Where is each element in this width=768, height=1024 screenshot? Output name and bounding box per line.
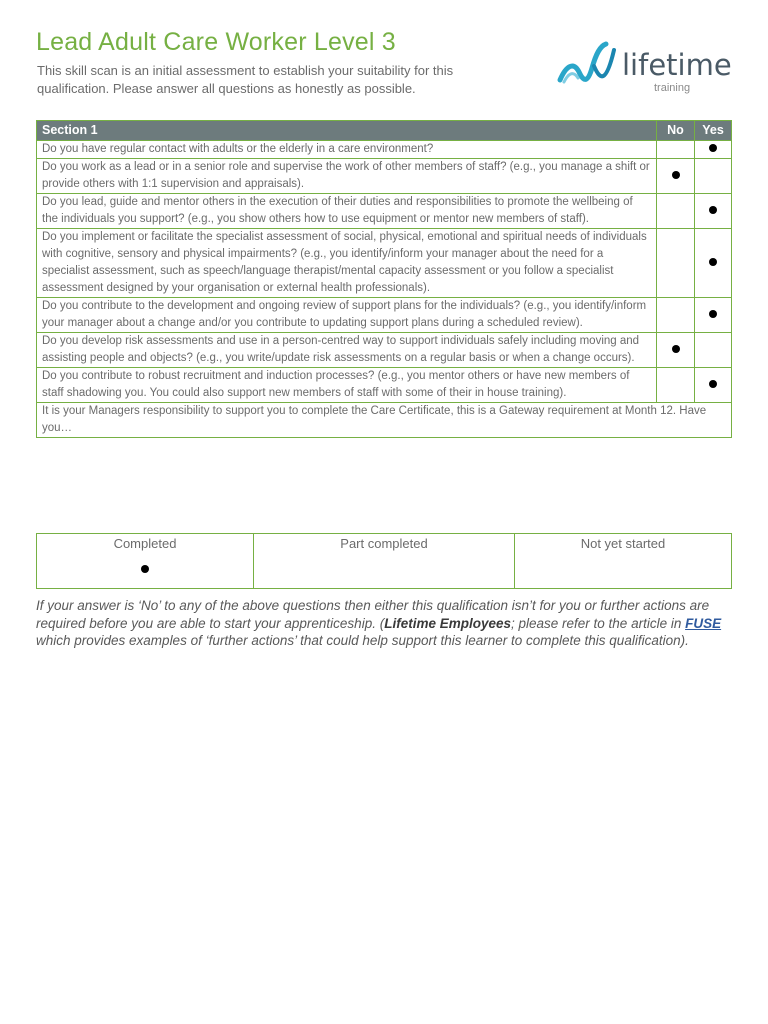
certificate-prompt: It is your Managers responsibility to support you to complete the Care Certificate, this is a Gateway requirement at Month 12. Have you… xyxy=(37,403,732,438)
answer-yes-cell[interactable] xyxy=(695,368,732,403)
skill-scan-table xyxy=(36,120,732,438)
answer-dot-icon xyxy=(709,310,717,318)
no-column-header: No xyxy=(657,121,695,141)
logo-sub-text: training xyxy=(654,82,691,94)
lifetime-training-logo xyxy=(556,36,732,98)
answer-yes-cell[interactable] xyxy=(695,229,732,298)
answer-no-cell[interactable] xyxy=(657,229,695,298)
answer-no-cell[interactable] xyxy=(657,159,695,194)
question-row xyxy=(37,229,732,298)
answer-no-cell[interactable] xyxy=(657,368,695,403)
answer-no-cell[interactable] xyxy=(657,194,695,229)
answer-yes-cell[interactable] xyxy=(695,333,732,368)
question-text: Do you develop risk assessments and use in a person-centred way to support individuals safely including moving and assisting people and objects? (e.g., you write/update risk assessments on a regular basis or when a change occurs). xyxy=(37,333,657,368)
answer-no-cell[interactable] xyxy=(657,298,695,333)
option-label: Not yet started xyxy=(580,536,666,551)
wave-logo-icon xyxy=(556,40,626,90)
note-part3: which provides examples of ‘further actions’ that could help support this learner to complete this qualification). xyxy=(36,633,689,648)
answer-no-cell[interactable] xyxy=(657,141,695,159)
question-text: Do you lead, guide and mentor others in the execution of their duties and responsibilities to promote the wellbeing of the individuals you support? (e.g., you show others how to use equipment or mentor new members of staff). xyxy=(37,194,657,229)
yes-column-header: Yes xyxy=(695,121,732,141)
answer-dot-icon xyxy=(709,380,717,388)
question-row xyxy=(37,333,732,368)
answer-dot-icon xyxy=(709,144,717,152)
question-row xyxy=(37,159,732,194)
question-row xyxy=(37,141,732,159)
option-label: Part completed xyxy=(340,536,428,551)
section-header-row xyxy=(37,121,732,141)
certificate-options-table xyxy=(36,533,732,589)
page-title: Lead Adult Care Worker Level 3 xyxy=(36,28,396,56)
certificate-prompt-row xyxy=(37,403,732,438)
question-text: Do you have regular contact with adults or the elderly in a care environment? xyxy=(37,141,657,159)
answer-no-cell[interactable] xyxy=(657,333,695,368)
answer-yes-cell[interactable] xyxy=(695,141,732,159)
option-part-completed[interactable] xyxy=(254,534,515,589)
question-row xyxy=(37,298,732,333)
answer-dot-icon xyxy=(709,258,717,266)
option-not-yet-started[interactable] xyxy=(515,534,732,589)
fuse-link[interactable]: FUSE xyxy=(685,615,722,631)
guidance-note xyxy=(36,597,731,650)
intro-text: This skill scan is an initial assessment to establish your suitability for this qualification. Please answer all questions as honestly as possible. xyxy=(37,63,454,96)
question-row xyxy=(37,194,732,229)
question-text: Do you implement or facilitate the specialist assessment of social, physical, emotional and spiritual needs of individuals with cognitive, sensory and physical impairments? (e.g., you identify/inform your manager about the need for a specialist assessment, such as speech/language therapist/mental capacity assessment or you follow a specialist assessment designed by your organisation or external health professionals). xyxy=(37,229,657,298)
answer-dot-icon xyxy=(709,206,717,214)
logo-brand-text: lifetime xyxy=(622,48,732,82)
selected-dot-icon xyxy=(141,565,149,573)
answer-yes-cell[interactable] xyxy=(695,194,732,229)
option-completed[interactable] xyxy=(37,534,254,589)
section-heading: Section 1 xyxy=(37,121,657,141)
question-text: Do you work as a lead or in a senior role and supervise the work of other members of staff? (e.g., you manage a shift or provide others with 1:1 supervision and appraisals). xyxy=(37,159,657,194)
question-row xyxy=(37,368,732,403)
answer-dot-icon xyxy=(672,171,680,179)
answer-yes-cell[interactable] xyxy=(695,159,732,194)
question-text: Do you contribute to the development and ongoing review of support plans for the individuals? (e.g., you identify/inform your manager about a change and/or you contribute to updating support plans during a scheduled review). xyxy=(37,298,657,333)
note-bold: Lifetime Employees xyxy=(384,615,511,631)
question-text: Do you contribute to robust recruitment and induction processes? (e.g., you mentor others or have new members of staff shadowing you. You could also support new members of staff with some of their in house training). xyxy=(37,368,657,403)
option-label: Completed xyxy=(113,536,177,551)
answer-dot-icon xyxy=(672,345,680,353)
note-part1: If your answer is ‘No’ to any of the above questions then either this qualification isn’t for you or further actions are required before you are able to start your apprenticeship. ( xyxy=(36,598,710,631)
note-part2: ; please refer to the article in xyxy=(511,615,686,631)
answer-yes-cell[interactable] xyxy=(695,298,732,333)
